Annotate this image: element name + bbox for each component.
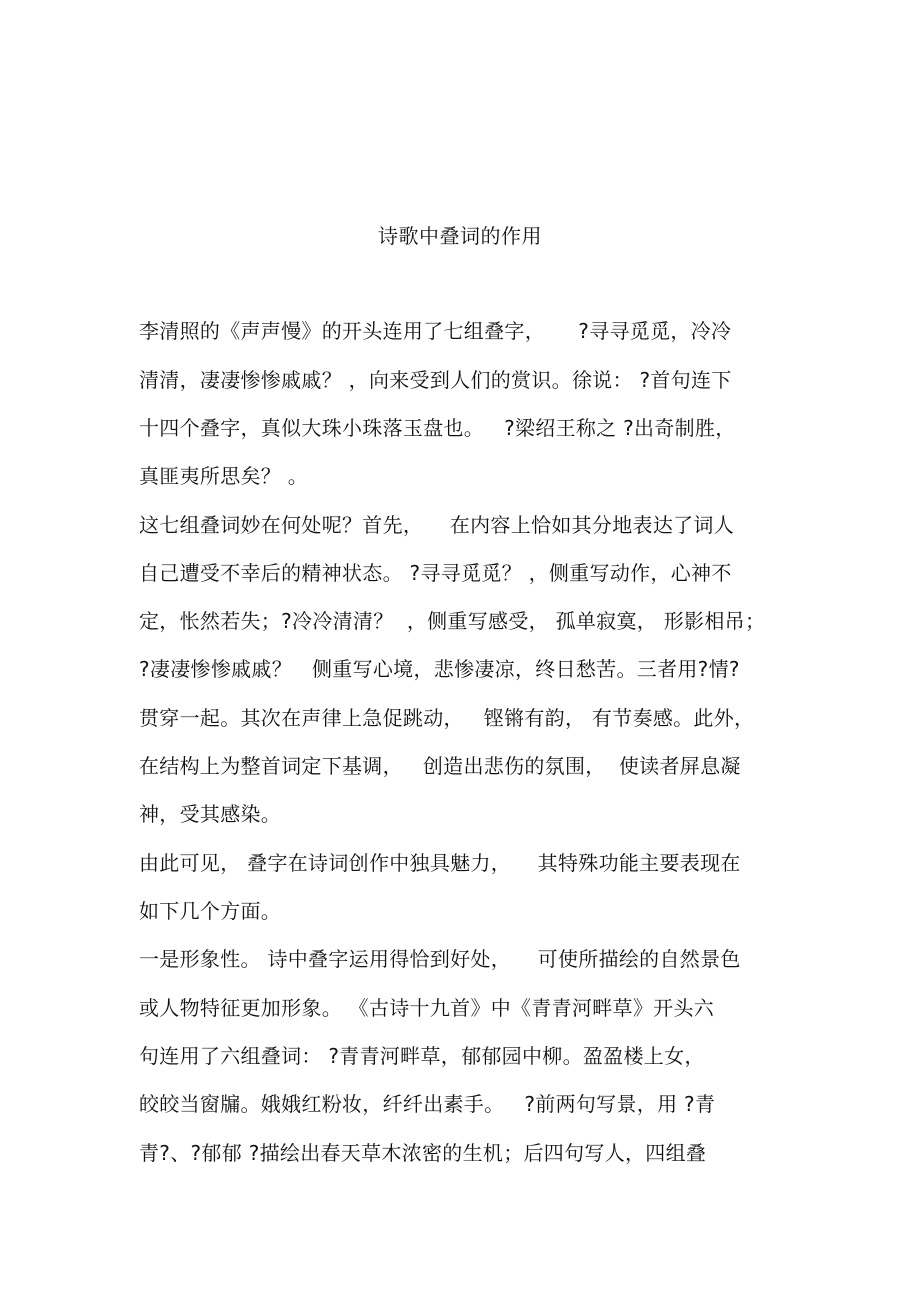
paragraph-line: 李清照的《声声慢》的开头连用了七组叠字， ?寻寻觅觅，冷冷 <box>139 319 732 343</box>
paragraph-line: 一是形象性。 诗中叠字运用得恰到好处， 可使所描绘的自然景色 <box>139 947 741 971</box>
paragraph-line: 清清，凄凄惨惨戚戚？ ，向来受到人们的赏识。徐说： ?首句连下 <box>139 368 732 392</box>
paragraph-line: ?凄凄惨惨戚戚？ 侧重写心境，悲惨凄凉，终日愁苦。三者用?情? <box>139 657 740 681</box>
paragraph-line: 由此可见， 叠字在诗词创作中独具魅力， 其特殊功能主要表现在 <box>139 851 741 875</box>
paragraph-line: 神，受其感染。 <box>139 802 282 826</box>
paragraph-line: 定，怅然若失；?冷冷清清？ ，侧重写感受， 孤单寂寞， 形影相吊； <box>139 609 766 633</box>
paragraph-line: 在结构上为整首词定下基调， 创造出悲伤的氛围， 使读者屏息凝 <box>139 754 741 778</box>
paragraph-line: 十四个叠字，真似大珠小珠落玉盘也。 ?梁绍王称之 ?出奇制胜， <box>139 416 736 440</box>
paragraph-line: 或人物特征更加形象。 《古诗十九首》中《青青河畔草》开头六 <box>139 996 715 1020</box>
paragraph-line: 皎皎当窗牖。娥娥红粉妆，纤纤出素手。 ?前两句写景，用 ?青 <box>139 1092 716 1116</box>
paragraph-line: 句连用了六组叠词： ?青青河畔草，郁郁园中柳。盈盈楼上女， <box>139 1044 705 1068</box>
paragraph-line: 贯穿一起。其次在声律上急促跳动， 铿锵有韵， 有节奏感。此外， <box>139 706 755 730</box>
paragraph-line: 青?、?郁郁 ?描绘出春天草木浓密的生机；后四句写人，四组叠 <box>139 1141 707 1165</box>
document-title: 诗歌中叠词的作用 <box>378 224 542 248</box>
paragraph-line: 自己遭受不幸后的精神状态。 ?寻寻觅觅？ ，侧重写动作，心神不 <box>139 561 732 585</box>
paragraph-line: 如下几个方面。 <box>139 899 282 923</box>
paragraph-line: 真匪夷所思矣？ 。 <box>139 464 309 488</box>
paragraph-line: 这七组叠词妙在何处呢？首先， 在内容上恰如其分地表达了词人 <box>139 513 735 537</box>
